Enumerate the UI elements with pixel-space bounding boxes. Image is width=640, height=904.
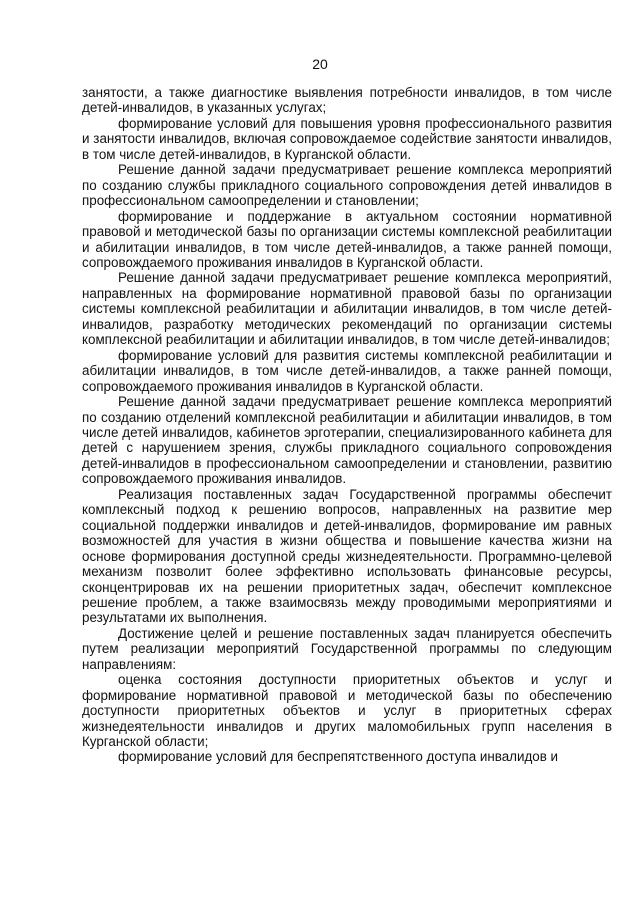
body-text [82,85,612,765]
paragraph: формирование и поддержание в актуальном состоянии нормативной правовой и методической базы по организации системы комплексной реабилитации и абилитации инвалидов, в том числе детей-инвалидов, а также ранней помощи, сопровождаемого проживания инвалидов в Курганской области. [82,208,612,270]
paragraph: Достижение целей и решение поставленных задач планируется обеспечить путем реализации мероприятий Государственной программы по следующим направлениям: [82,625,612,672]
paragraph: формирование условий для развития системы комплексной реабилитации и абилитации инвалидов, в том числе детей-инвалидов, а также ранней помощи, сопровождаемого проживания инвалидов в Курганской области. [82,347,612,394]
paragraph: формирование условий для беспрепятственного доступа инвалидов и [118,749,559,765]
paragraph: оценка состояния доступности приоритетных объектов и услуг и формирование нормативной правовой и методической базы по обеспечению доступности приоритетных объектов и услуг в приоритетных сферах жизнедеятельности инвалидов и других маломобильных групп населения в Курганской области; [82,672,612,750]
paragraph: Решение данной задачи предусматривает решение комплекса мероприятий по созданию отделений комплексной реабилитации и абилитации инвалидов, в том числе детей инвалидов, кабинетов эрготерапии, специализированного кабинета для детей с нарушением зрения, службы прикладного социального сопровождения детей-инвалидов в профессиональном самоопределении и становлении, развитию сопровождаемого проживания инвалидов. [82,394,612,487]
page-number: 20 [312,56,328,72]
paragraph: Реализация поставленных задач Государственной программы обеспечит комплексный подход к решению вопросов, направленных на развитие мер социальной поддержки инвалидов и детей-инвалидов, формирование им равных возможностей для участия в жизни общества и повышение качества жизни на основе формирования доступной среды жизнедеятельности. Программно-целевой механизм позволит более эффективно использовать финансовые ресурсы, сконцентрировав их на решении приоритетных задач, обеспечит комплексное решение проблем, а также взаимосвязь между проводимыми мероприятиями и результатами их выполнения. [82,486,612,626]
paragraph: Решение данной задачи предусматривает решение комплекса мероприятий, направленных на формирование нормативной правовой базы по организации системы комплексной реабилитации и абилитации инвалидов, в том числе детей-инвалидов, разработку методических рекомендаций по организации системы комплексной реабилитации и абилитации инвалидов, в том числе детей-инвалидов; [82,270,612,348]
paragraph: формирование условий для повышения уровня профессионального развития и занятости инвалидов, включая сопровождаемое содействие занятости инвалидов, в том числе детей-инвалидов, в Курганской области. [82,115,612,162]
paragraph: Решение данной задачи предусматривает решение комплекса мероприятий по созданию службы прикладного социального сопровождения детей инвалидов в профессиональном самоопределении и становлении; [82,162,612,209]
paragraph: занятости, а также диагностике выявления потребности инвалидов, в том числе детей-инвалидов, в указанных услугах; [82,85,612,116]
